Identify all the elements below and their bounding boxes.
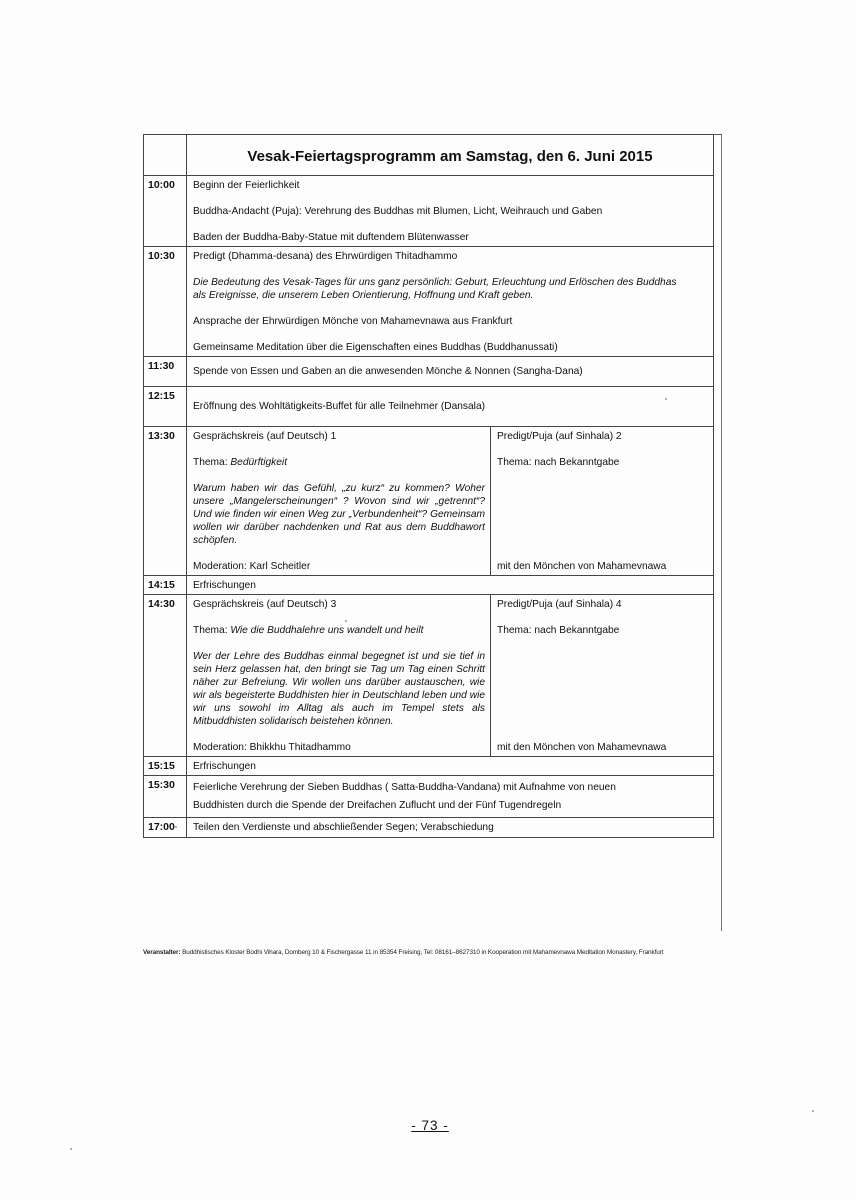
time-cell: 10:30 [144, 247, 187, 357]
scan-speck [175, 826, 177, 828]
session-heading: Predigt/Puja (auf Sinhala) 4 [497, 599, 622, 610]
session-moderation: Moderation: Bhikkhu Thitadhammo [193, 742, 351, 753]
session-heading: Predigt/Puja (auf Sinhala) 2 [497, 431, 622, 442]
time-cell: 10:00 [144, 176, 187, 247]
time-cell: 15:30 [144, 776, 187, 818]
session-sinhala-cell [491, 595, 714, 757]
session-theme [193, 624, 485, 637]
theme-label: Thema: [193, 625, 228, 636]
event-line: Feierliche Verehrung der Sieben Buddhas ( Satta-Buddha-Vandana) mit Aufnahme von neuen [193, 782, 616, 793]
theme-label: Thema: [193, 457, 228, 468]
event-line: Buddhisten durch die Spende der Dreifachen Zuflucht und der Fünf Tugendregeln [193, 800, 562, 811]
scan-speck [345, 620, 347, 622]
table-row [144, 247, 714, 357]
table-row [144, 357, 714, 387]
program-table [143, 134, 714, 838]
event-line: Baden der Buddha-Baby-Statue mit duftendem Blütenwasser [193, 232, 469, 243]
time-cell: 12:15 [144, 387, 187, 427]
table-row [144, 776, 714, 818]
page-number: - 73 - [411, 1118, 449, 1133]
session-theme: Thema: nach Bekanntgabe [497, 457, 620, 468]
theme-value: Bedürftigkeit [230, 457, 288, 468]
page-title: Vesak-Feiertagsprogramm am Samstag, den 6. Juni 2015 [187, 135, 714, 176]
table-row [144, 595, 714, 757]
session-heading: Gesprächskreis (auf Deutsch) 1 [193, 431, 337, 442]
table-row [144, 818, 714, 838]
table-row [144, 387, 714, 427]
session-footer: mit den Mönchen von Mahamevnawa [497, 742, 667, 753]
table-row [144, 576, 714, 595]
event-line: Buddha-Andacht (Puja): Verehrung des Buddhas mit Blumen, Licht, Weihrauch und Gaben [193, 206, 603, 217]
time-cell: 11:30 [144, 357, 187, 387]
event-cell [187, 176, 714, 247]
table-row [144, 427, 714, 576]
session-theme: Thema: nach Bekanntgabe [497, 625, 620, 636]
event-line: Teilen den Verdienste und abschließender Segen; Verabschiedung [193, 822, 494, 833]
session-german-cell [187, 595, 491, 757]
event-cell [187, 776, 714, 818]
table-row [144, 757, 714, 776]
time-cell: 14:30 [144, 595, 187, 757]
time-cell: 17:00 [144, 818, 187, 838]
scan-speck [70, 1148, 72, 1150]
title-time-cell [144, 135, 187, 176]
theme-value: Wie die Buddhalehre uns wandelt und heilt [230, 625, 424, 636]
organizer-text: Buddhistisches Kloster Bodhi Vihara, Domberg 10 & Fischergasse 11 in 85354 Freising, Tel: 08161–8627310 in Kooperation mit Mahamevnawa Meditation Monastery, Frankfurt [180, 949, 664, 956]
event-line: Gemeinsame Meditation über die Eigenschaften eines Buddhas (Buddhanussati) [193, 342, 558, 353]
event-cell [187, 757, 714, 776]
session-footer: mit den Mönchen von Mahamevnawa [497, 561, 667, 572]
event-cell [187, 818, 714, 838]
event-cell [187, 387, 714, 427]
time-cell: 14:15 [144, 576, 187, 595]
table-side-strip [713, 134, 722, 931]
time-cell: 13:30 [144, 427, 187, 576]
event-description: Die Bedeutung des Vesak-Tages für uns ganz persönlich: Geburt, Erleuchtung und Erlöschen des Buddhas als Ereignisse, die unserem Leben Orientierung, Hoffnung und Kraft geben. [193, 277, 677, 301]
table-row [144, 176, 714, 247]
event-line: Ansprache der Ehrwürdigen Mönche von Mahamevnawa aus Frankfurt [193, 316, 513, 327]
program-sheet [143, 134, 713, 838]
event-cell [187, 357, 714, 387]
session-german-cell [187, 427, 491, 576]
event-cell [187, 247, 714, 357]
event-cell [187, 576, 714, 595]
session-heading: Gesprächskreis (auf Deutsch) 3 [193, 599, 337, 610]
scan-speck [812, 1110, 814, 1112]
session-description: Warum haben wir das Gefühl, „zu kurz“ zu kommen? Woher unsere „Mangelerscheinungen“ ? Wovon sind wir „getrennt“? Und wie finden wir einen Weg zur „Verbundenheit“? Gemeinsam wollen wir darüber nachdenken und Rat aus dem Buddhawort schöpfen. [193, 483, 485, 546]
session-description: Wer der Lehre des Buddhas einmal begegnet ist und sie tief in sein Herz gelassen hat, den bringt sie Tag um Tag einen Schritt näher zur Befreiung. Wir wollen uns darüber austauschen, wie wir als begeisterte Buddhisten hier in Deutschland leben und wie wir uns sowohl im Alltag als auch im Tempel stets als Mitbuddhisten solidarisch beistehen können. [193, 651, 485, 727]
session-moderation: Moderation: Karl Scheitler [193, 561, 311, 572]
event-line: Beginn der Feierlichkeit [193, 180, 300, 191]
event-line: Erfrischungen [193, 580, 256, 591]
scan-speck [665, 398, 667, 400]
title-row [144, 135, 714, 176]
event-line: Eröffnung des Wohltätigkeits-Buffet für alle Teilnehmer (Dansala) [193, 401, 486, 412]
time-cell: 15:15 [144, 757, 187, 776]
session-sinhala-cell [491, 427, 714, 576]
event-line: Spende von Essen und Gaben an die anwesenden Mönche & Nonnen (Sangha-Dana) [193, 366, 583, 377]
event-line: Predigt (Dhamma-desana) des Ehrwürdigen Thitadhammo [193, 251, 458, 262]
session-theme [193, 456, 485, 469]
organizer-label: Veranstalter: [143, 949, 181, 956]
event-line: Erfrischungen [193, 761, 256, 772]
organizer-footnote [143, 948, 733, 957]
